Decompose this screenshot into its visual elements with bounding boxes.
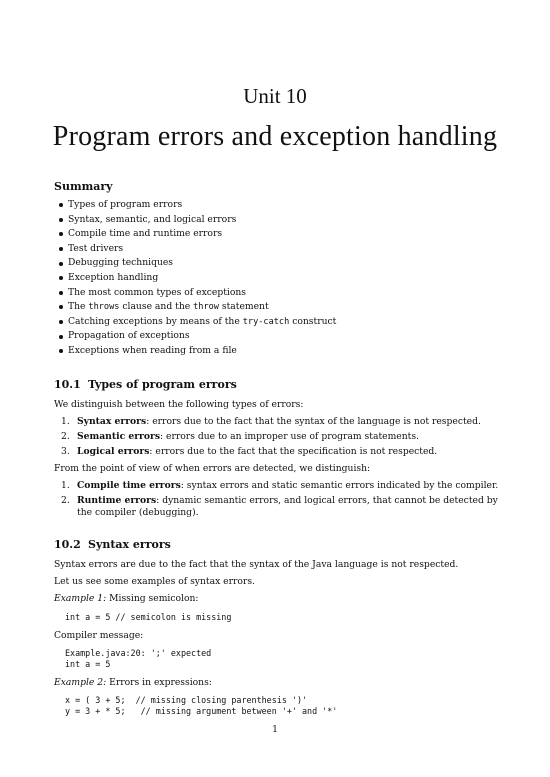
compiler-message-label: Compiler message: <box>54 630 144 641</box>
summary-item: Types of program errors <box>54 198 336 213</box>
detection-time-list <box>54 480 504 522</box>
section-heading-10-2: 10.2 Syntax errors <box>54 538 171 551</box>
list-item: 1. Syntax errors: errors due to the fact that the syntax of the language is not respected. <box>61 416 481 427</box>
summary-item: Syntax, semantic, and logical errors <box>54 213 336 228</box>
compiler-message-code: Example.java:20: ';' expected int a = 5 <box>65 648 212 669</box>
summary-item: Exception handling <box>54 271 336 286</box>
page-number: 1 <box>272 724 278 735</box>
list-item: 2. Runtime errors: dynamic semantic errors, and logical errors, that cannot be detected by the compiler (debugging). <box>61 495 498 518</box>
summary-list <box>54 198 336 359</box>
summary-item: Propagation of exceptions <box>54 329 336 344</box>
list-item: 3. Logical errors: errors due to the fact that the specification is not respected. <box>61 446 438 457</box>
error-types-list <box>54 416 504 461</box>
example-1-caption: Example 1: Missing semicolon: <box>54 593 199 604</box>
summary-item: Test drivers <box>54 242 336 257</box>
summary-item: The most common types of exceptions <box>54 286 336 301</box>
summary-item: The throws clause and the throw statement <box>54 300 336 315</box>
section-heading-10-1: 10.1 Types of program errors <box>54 378 237 391</box>
summary-item: Catching exceptions by means of the try-catch construct <box>54 315 336 330</box>
section2-paragraph-1: Syntax errors are due to the fact that the syntax of the Java language is not respected. <box>54 559 459 570</box>
list-item: 1. Compile time errors: syntax errors and static semantic errors indicated by the compiler. <box>61 480 499 491</box>
example-2-code: x = ( 3 + 5; // missing closing parenthesis ')' y = 3 + * 5; // missing argument between '+' and '*' <box>65 695 338 716</box>
list-item: 2. Semantic errors: errors due to an improper use of program statements. <box>61 431 419 442</box>
section2-paragraph-2: Let us see some examples of syntax errors. <box>54 576 255 587</box>
summary-item: Compile time and runtime errors <box>54 227 336 242</box>
section1-intro: We distinguish between the following types of errors: <box>54 399 304 410</box>
example-2-caption: Example 2: Errors in expressions: <box>54 677 212 688</box>
unit-label: Unit 10 <box>243 84 307 108</box>
summary-heading: Summary <box>54 180 113 193</box>
summary-item: Exceptions when reading from a file <box>54 344 336 359</box>
page-title: Program errors and exception handling <box>52 121 498 152</box>
section1-intro2: From the point of view of when errors are detected, we distinguish: <box>54 463 371 474</box>
summary-item: Debugging techniques <box>54 256 336 271</box>
example-1-code: int a = 5 // semicolon is missing <box>65 612 232 622</box>
